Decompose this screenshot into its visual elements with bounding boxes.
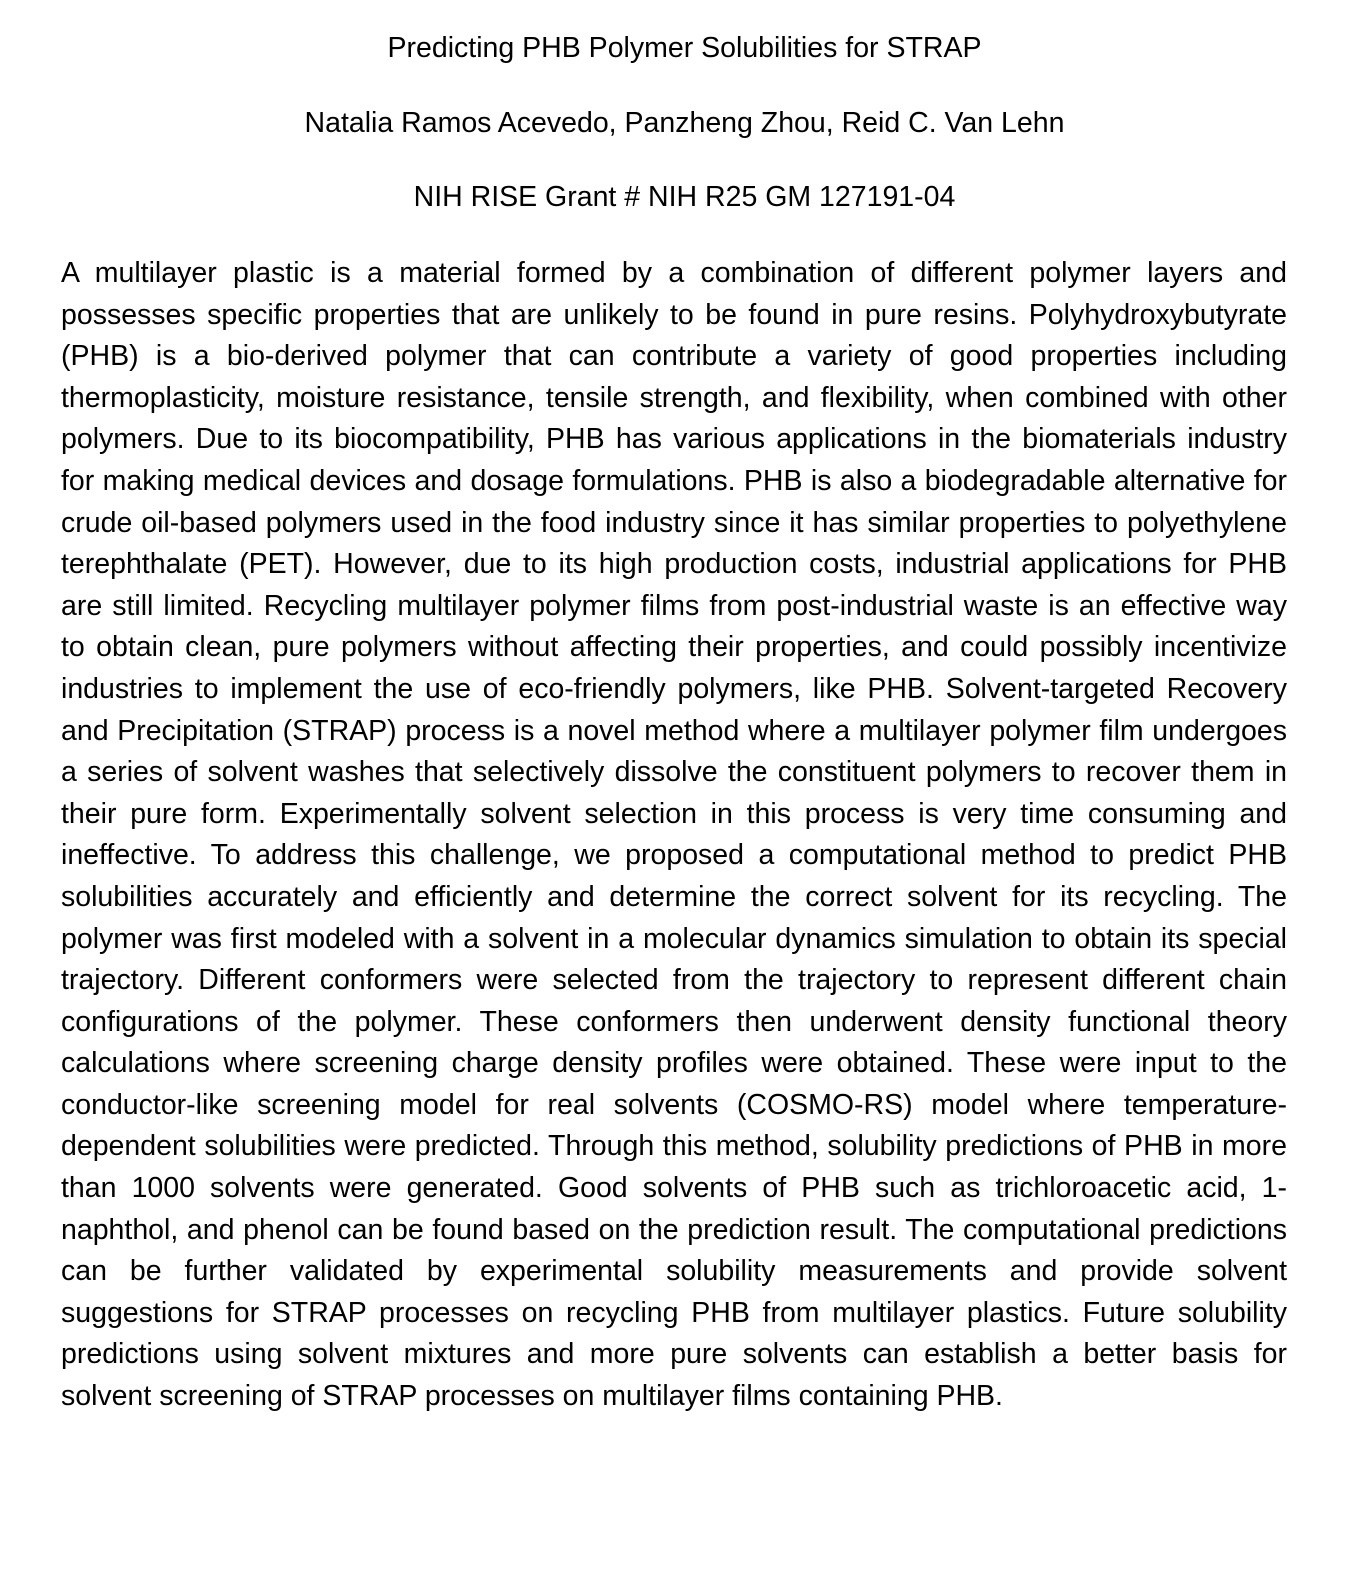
grant-number: NIH RISE Grant # NIH R25 GM 127191-04 bbox=[413, 181, 956, 213]
document-title: Predicting PHB Polymer Solubilities for STRAP bbox=[387, 32, 982, 64]
abstract-paragraph: A multilayer plastic is a material formed by a combination of different polymer layers and possesses specific properties that are unlikely to be found in pure resins. Polyhydroxybutyrate (PHB) is a bio-derived polymer that can contribute a variety of good properties including thermoplasticity, moisture resistance, tensile strength, and flexibility, when combined with other polymers. Due to its biocompatibility, PHB has various applications in the biomaterials industry for making medical devices and dosage formulations. PHB is also a biodegradable alternative for crude oil-based polymers used in the food industry since it has similar properties to polyethylene terephthalate (PET). However, due to its high production costs, industrial applications for PHB are still limited. Recycling multilayer polymer films from post-industrial waste is an effective way to obtain clean, pure polymers without affecting their properties, and could possibly incentivize industries to implement the use of eco-friendly polymers, like PHB. Solvent-targeted Recovery and Precipitation (STRAP) process is a novel method where a multilayer polymer film undergoes a series of solvent washes that selectively dissolve the constituent polymers to recover them in their pure form. Experimentally solvent selection in this process is very time consuming and ineffective. To address this challenge, we proposed a computational method to predict PHB solubilities accurately and efficiently and determine the correct solvent for its recycling. The polymer was first modeled with a solvent in a molecular dynamics simulation to obtain its special trajectory. Different conformers were selected from the trajectory to represent different chain configurations of the polymer. These conformers then underwent density functional theory calculations where screening charge density profiles were obtained. These were input to the conductor-like screening model for real solvents (COSMO-RS) model where temperature-dependent solubilities were predicted. Through this method, solubility predictions of PHB in more than 1000 solvents were generated. Good solvents of PHB such as trichloroacetic acid, 1-naphthol, and phenol can be found based on the prediction result. The computational predictions can be further validated by experimental solubility measurements and provide solvent suggestions for STRAP processes on recycling PHB from multilayer plastics. Future solubility predictions using solvent mixtures and more pure solvents can establish a better basis for solvent screening of STRAP processes on multilayer films containing PHB. bbox=[61, 257, 1287, 1413]
author-list: Natalia Ramos Acevedo, Panzheng Zhou, Reid C. Van Lehn bbox=[304, 107, 1065, 139]
abstract-body bbox=[61, 253, 1287, 1418]
